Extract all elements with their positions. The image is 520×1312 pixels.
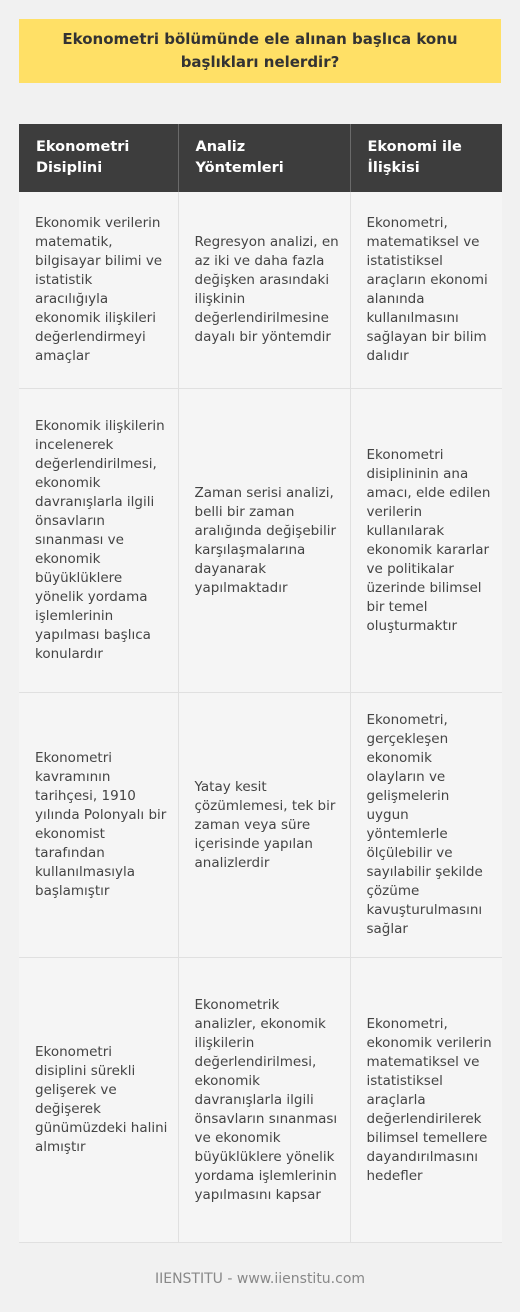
table-row (19, 693, 502, 958)
question-text: Ekonometri bölümünde ele alınan başlıca konu başlıkları nelerdir? (62, 30, 458, 71)
table-cell: Ekonometrik analizler, ekonomik ilişkilerin değerlendirilmesi, ekonomik davranışlarla ilgili önsavların sınanması ve ekonomik büyüklüklere yönelik yordama işlemlerinin yapılmasını kapsar (178, 958, 350, 1243)
table-row (19, 192, 502, 389)
table-cell: Yatay kesit çözümlemesi, tek bir zaman veya süre içerisinde yapılan analizlerdir (178, 693, 350, 958)
table-row (19, 958, 502, 1243)
table-cell: Ekonometri disiplininin ana amacı, elde edilen verilerin kullanılarak ekonomik kararlar ve politikalar üzerinde bilimsel bir temel oluşturmaktır (350, 389, 502, 693)
table-cell: Ekonometri kavramının tarihçesi, 1910 yılında Polonyalı bir ekonomist tarafından kullanılmasıyla başlamıştır (19, 693, 178, 958)
column-header: Ekonometri Disiplini (19, 124, 178, 192)
table-cell: Ekonometri, gerçekleşen ekonomik olayların ve gelişmelerin uygun yöntemlerle ölçülebilir ve sayılabilir şekilde çözüme kavuşturulmasını sağlar (350, 693, 502, 958)
table-cell: Ekonomik verilerin matematik, bilgisayar bilimi ve istatistik aracılığıyla ekonomik ilişkileri değerlendirmeyi amaçlar (19, 192, 178, 389)
table-cell: Zaman serisi analizi, belli bir zaman aralığında değişebilir karşılaşmalarına dayanarak yapılmaktadır (178, 389, 350, 693)
table-row (19, 389, 502, 693)
topics-table (19, 124, 502, 1243)
column-header: Analiz Yöntemleri (178, 124, 350, 192)
table-cell: Ekonometri disiplini sürekli gelişerek ve değişerek günümüzdeki halini almıştır (19, 958, 178, 1243)
table-header-row (19, 124, 502, 192)
table-cell: Ekonomik ilişkilerin incelenerek değerlendirilmesi, ekonomik davranışlarla ilgili önsavların sınanması ve ekonomik büyüklüklere yönelik yordama işlemlerinin yapılması başlıca konulardır (19, 389, 178, 693)
footer-credit: IIENSTITU - www.iienstitu.com (154, 1271, 366, 1287)
column-header: Ekonomi ile İlişkisi (350, 124, 502, 192)
table-cell: Ekonometri, ekonomik verilerin matematiksel ve istatistiksel araçlarla değerlendirilerek bilimsel temellere dayandırılmasını hedefler (350, 958, 502, 1243)
table-cell: Regresyon analizi, en az iki ve daha fazla değişken arasındaki ilişkinin değerlendirilmesine dayalı bir yöntemdir (178, 192, 350, 389)
table-cell: Ekonometri, matematiksel ve istatistiksel araçların ekonomi alanında kullanılmasını sağlayan bir bilim dalıdır (350, 192, 502, 389)
question-banner (19, 19, 501, 83)
